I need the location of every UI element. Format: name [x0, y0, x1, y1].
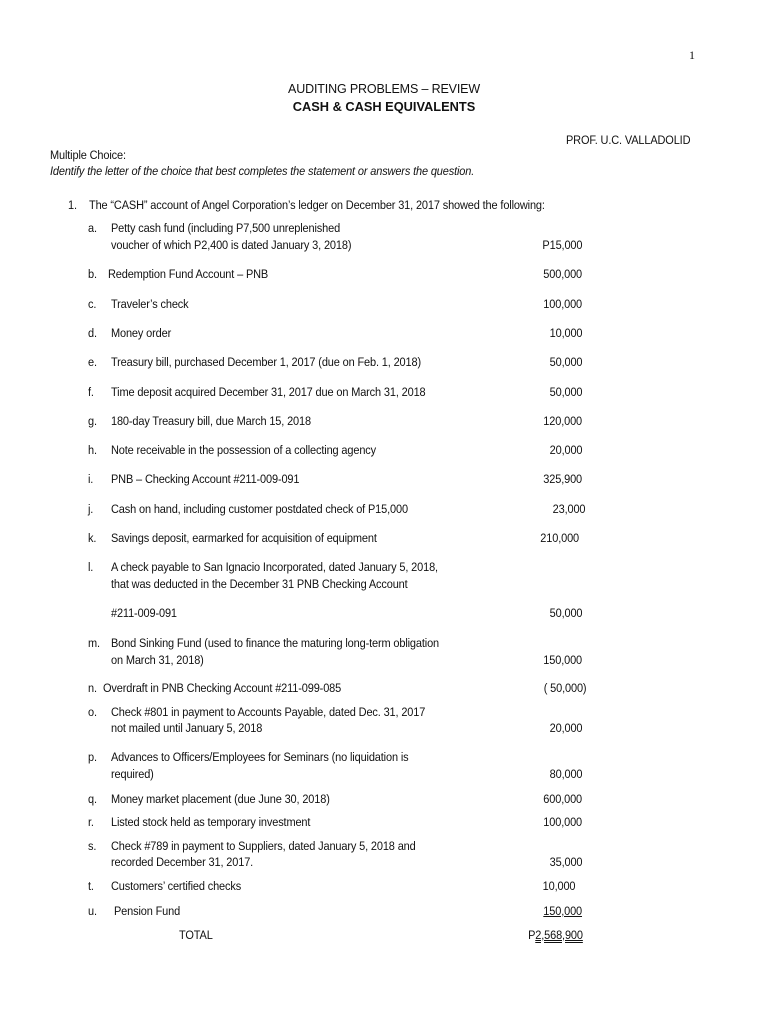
item-amount: 120,000	[543, 414, 582, 428]
item-text: #211-009-091	[111, 606, 177, 620]
total-amount: 2,568,900	[535, 928, 583, 942]
question-number: 1.	[68, 198, 77, 212]
item-amount: 80,000	[549, 767, 582, 781]
instructions-text: Identify the letter of the choice that best completes the statement or answers the question.	[50, 164, 475, 178]
item-text: voucher of which P2,400 is dated January 3, 2018)	[111, 238, 352, 252]
item-letter: f.	[88, 385, 94, 399]
item-text: Check #789 in payment to Suppliers, dated January 5, 2018 and	[111, 839, 416, 853]
instructions-label: Multiple Choice:	[50, 148, 126, 162]
item-amount: 50,000	[549, 385, 582, 399]
document-title: CASH & CASH EQUIVALENTS	[292, 99, 476, 114]
item-text: recorded December 31, 2017.	[111, 855, 254, 869]
item-amount: 50,000	[549, 606, 582, 620]
item-text: Money order	[111, 326, 172, 340]
item-letter: h.	[88, 443, 97, 457]
item-letter: d.	[88, 326, 97, 340]
item-amount: 100,000	[543, 815, 582, 829]
item-text: Overdraft in PNB Checking Account #211-099-085	[103, 681, 342, 695]
item-text: Savings deposit, earmarked for acquisition of equipment	[111, 531, 377, 545]
item-amount: ( 50,000)	[543, 681, 586, 695]
item-text: Cash on hand, including customer postdated check of P15,000	[111, 502, 408, 516]
item-text: on March 31, 2018)	[111, 653, 204, 667]
item-amount: 10,000	[549, 326, 582, 340]
item-text: Check #801 in payment to Accounts Payable, dated Dec. 31, 2017	[111, 705, 426, 719]
item-letter: u.	[88, 904, 97, 918]
total-label: TOTAL	[179, 928, 213, 942]
item-amount: 325,900	[543, 472, 582, 486]
item-text: Note receivable in the possession of a collecting agency	[111, 443, 376, 457]
page-number: 1	[689, 48, 695, 62]
item-letter: c.	[88, 297, 97, 311]
item-amount: 23,000	[552, 502, 585, 516]
item-letter: m.	[88, 636, 100, 650]
item-text: Time deposit acquired December 31, 2017 due on March 31, 2018	[111, 385, 426, 399]
item-amount: 210,000	[540, 531, 579, 545]
item-text: Money market placement (due June 30, 2018)	[111, 792, 330, 806]
item-amount: P15,000	[542, 238, 582, 252]
item-letter: r.	[88, 815, 94, 829]
item-amount: 20,000	[549, 721, 582, 735]
item-amount: 10,000	[542, 879, 575, 893]
item-letter: p.	[88, 750, 97, 764]
item-amount: 150,000	[543, 653, 582, 667]
item-text: Bond Sinking Fund (used to finance the maturing long-term obligation	[111, 636, 440, 650]
item-letter: n.	[88, 681, 97, 695]
item-letter: a.	[88, 221, 97, 235]
item-amount: 500,000	[543, 267, 582, 281]
item-amount: 20,000	[549, 443, 582, 457]
total-value	[528, 928, 583, 942]
item-text: Pension Fund	[114, 904, 181, 918]
item-amount: 35,000	[549, 855, 582, 869]
item-letter: o.	[88, 705, 97, 719]
item-letter: i.	[88, 472, 94, 486]
item-text: Listed stock held as temporary investment	[111, 815, 311, 829]
item-text: PNB – Checking Account #211-009-091	[111, 472, 300, 486]
item-letter: g.	[88, 414, 97, 428]
item-text: Traveler’s check	[111, 297, 189, 311]
item-amount: 600,000	[543, 792, 582, 806]
item-text: Advances to Officers/Employees for Seminars (no liquidation is	[111, 750, 409, 764]
item-amount: 100,000	[543, 297, 582, 311]
author: PROF. U.C. VALLADOLID	[566, 133, 691, 147]
item-letter: b.	[88, 267, 97, 281]
item-amount: 150,000	[543, 904, 582, 918]
item-text: Redemption Fund Account – PNB	[108, 267, 269, 281]
item-text: that was deducted in the December 31 PNB Checking Account	[111, 577, 408, 591]
item-text: Petty cash fund (including P7,500 unreplenished	[111, 221, 341, 235]
item-letter: j.	[88, 502, 94, 516]
item-text: Treasury bill, purchased December 1, 2017 (due on Feb. 1, 2018)	[111, 355, 421, 369]
item-text: A check payable to San Ignacio Incorporated, dated January 5, 2018,	[111, 560, 438, 574]
item-text: Customers’ certified checks	[111, 879, 242, 893]
item-letter: s.	[88, 839, 97, 853]
document-subtitle: AUDITING PROBLEMS – REVIEW	[288, 82, 480, 96]
item-amount: 50,000	[549, 355, 582, 369]
item-letter: k.	[88, 531, 97, 545]
item-text: not mailed until January 5, 2018	[111, 721, 263, 735]
item-text: required)	[111, 767, 154, 781]
total-currency: P	[528, 928, 536, 942]
item-letter: t.	[88, 879, 94, 893]
question-text: The “CASH” account of Angel Corporation’s ledger on December 31, 2017 showed the following:	[89, 198, 545, 212]
item-text: 180-day Treasury bill, due March 15, 2018	[111, 414, 311, 428]
item-letter: l.	[88, 560, 94, 574]
item-letter: e.	[88, 355, 97, 369]
item-letter: q.	[88, 792, 97, 806]
